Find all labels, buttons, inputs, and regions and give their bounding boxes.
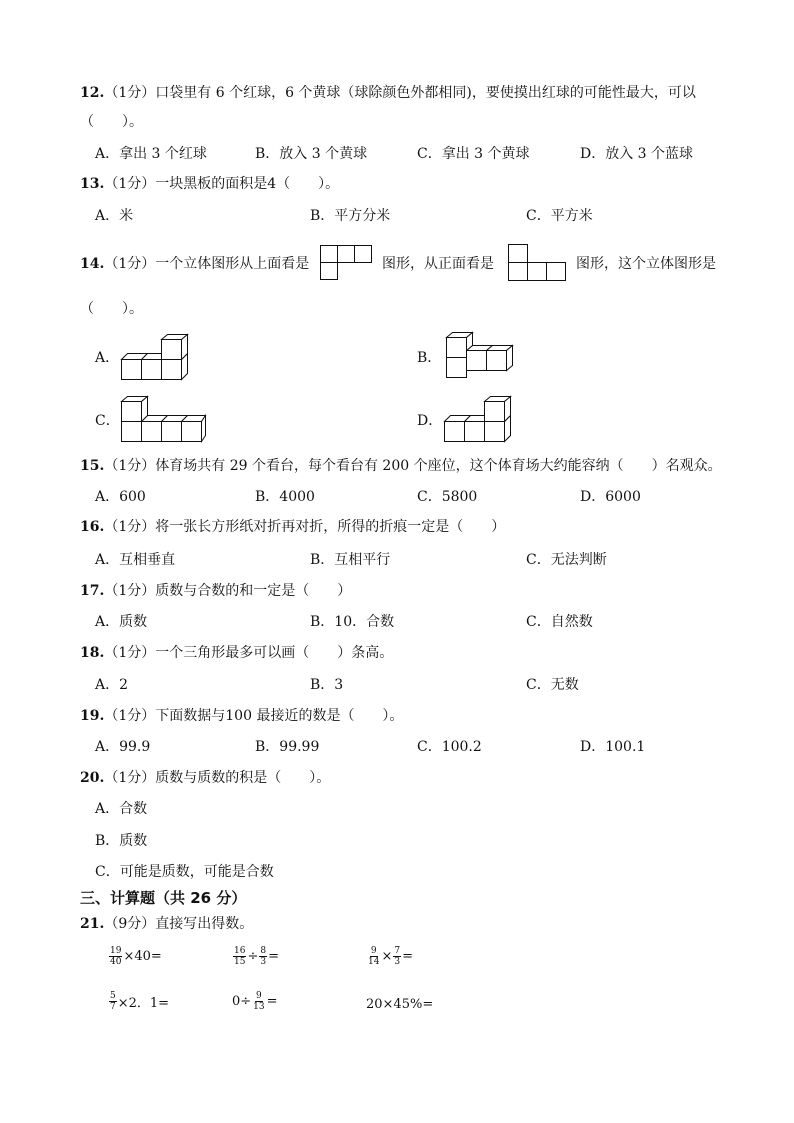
option-a[interactable]: A．质数: [95, 614, 148, 630]
question-text: （1分）质数与质数的积是（ ）。: [104, 770, 331, 786]
front-view-figure: [508, 244, 566, 282]
option-d[interactable]: D．: [417, 413, 443, 429]
question-text-part3: 图形，这个立体图形是: [576, 256, 716, 272]
calc-expression-6: 20×45%=: [366, 997, 434, 1012]
question-number: 14.: [80, 256, 105, 272]
option-b[interactable]: B．99.99: [255, 739, 320, 755]
option-c[interactable]: C．无数: [526, 677, 579, 693]
option-a-solid-figure: [121, 334, 189, 382]
fraction: $\frac{8}{3}$: [260, 946, 267, 967]
question-17: [80, 582, 351, 600]
calc-expression-5: 0÷ $\frac{9}{13}$ =: [232, 991, 278, 1012]
question-text: （9分）直接写出得数。: [104, 916, 254, 932]
question-text: （1分）一个三角形最多可以画（ ）条高。: [104, 645, 394, 661]
option-c[interactable]: C．无法判断: [526, 552, 607, 568]
option-d[interactable]: D．6000: [580, 489, 641, 505]
question-19: [80, 707, 403, 725]
option-d[interactable]: D．100.1: [580, 739, 646, 755]
option-c[interactable]: C．100.2: [417, 739, 482, 755]
question-number: 16.: [80, 519, 105, 535]
question-number: 17.: [80, 583, 105, 599]
option-b[interactable]: B．平方分米: [310, 208, 391, 224]
option-c[interactable]: C．: [95, 413, 120, 429]
fraction: $\frac{5}{7}$: [110, 991, 116, 1012]
option-a[interactable]: A．拿出 3 个红球: [95, 146, 207, 162]
option-c[interactable]: C．可能是质数，可能是合数: [95, 864, 274, 880]
question-text-part1: （1分）一个立体图形从上面看是: [104, 256, 310, 272]
question-number: 13.: [80, 176, 105, 192]
fraction: $\frac{19}{40}$: [110, 946, 122, 967]
question-text: （1分）将一张长方形纸对折再对折，所得的折痕一定是（ ）: [104, 519, 506, 535]
top-view-figure: [320, 245, 372, 281]
fraction: $\frac{7}{3}$: [394, 946, 401, 967]
question-text: （1分）口袋里有 6 个红球，6 个黄球（球除颜色外都相同)，要使摸出红球的可能性最大，可以: [104, 85, 696, 101]
option-b[interactable]: B．: [417, 350, 442, 366]
calc-expression-2: $\frac{16}{15}$ ÷ $\frac{8}{3}$ =: [234, 946, 279, 967]
question-18: [80, 644, 393, 662]
question-12: [80, 84, 696, 102]
option-b[interactable]: B．3: [310, 677, 344, 693]
option-d-solid-figure: [444, 396, 512, 444]
option-b-solid-figure: [446, 332, 514, 380]
question-number: 15.: [80, 458, 105, 474]
option-c[interactable]: C．拿出 3 个黄球: [417, 146, 530, 162]
option-a[interactable]: A．互相垂直: [95, 552, 176, 568]
question-number: 21.: [80, 916, 105, 932]
calc-expression-3: $\frac{9}{14}$ × $\frac{7}{3}$ =: [368, 946, 413, 967]
option-a[interactable]: A．合数: [95, 801, 148, 817]
option-d[interactable]: D．放入 3 个蓝球: [580, 146, 694, 162]
calc-expression-1: $\frac{19}{40}$ ×40=: [110, 946, 162, 967]
option-c[interactable]: C．自然数: [526, 614, 593, 630]
question-text-part2: 图形，从正面看是: [382, 256, 494, 272]
option-a[interactable]: A．: [95, 350, 120, 366]
option-b[interactable]: B．10．合数: [310, 614, 395, 630]
fraction: $\frac{9}{14}$: [368, 946, 380, 967]
question-15: [80, 457, 722, 475]
question-12-blank: （ ）。: [80, 114, 143, 130]
fraction: $\frac{16}{15}$: [234, 946, 246, 967]
option-a[interactable]: A．米: [95, 208, 134, 224]
question-13: [80, 175, 339, 193]
option-b[interactable]: B．质数: [95, 833, 148, 849]
question-number: 19.: [80, 708, 105, 724]
fraction: $\frac{9}{13}$: [253, 991, 265, 1012]
option-b[interactable]: B．互相平行: [310, 552, 391, 568]
question-text: （1分）一块黑板的面积是4（ ）。: [104, 176, 340, 192]
question-number: 12.: [80, 85, 105, 101]
option-b[interactable]: B．4000: [255, 489, 315, 505]
option-c-solid-figure: [121, 396, 207, 444]
question-number: 18.: [80, 645, 105, 661]
question-text: （1分）下面数据与100 最接近的数是（ ）。: [104, 708, 404, 724]
question-21: [80, 915, 253, 933]
option-b[interactable]: B．放入 3 个黄球: [255, 146, 368, 162]
option-a[interactable]: A．600: [95, 489, 146, 505]
option-c[interactable]: C．5800: [417, 489, 478, 505]
question-14-blank: （ ）。: [80, 301, 143, 317]
option-a[interactable]: A．2: [95, 677, 129, 693]
question-20: [80, 769, 330, 787]
section-title: 三、计算题（共 26 分）: [80, 889, 247, 907]
option-a[interactable]: A．99.9: [95, 739, 151, 755]
question-number: 20.: [80, 770, 105, 786]
option-c[interactable]: C．平方米: [526, 208, 593, 224]
question-text: （1分）质数与合数的和一定是（ ）: [104, 583, 352, 599]
question-16: [80, 518, 505, 536]
question-text: （1分）体育场共有 29 个看台，每个看台有 200 个座位，这个体育场大约能容纳（ ）名观众。: [104, 458, 722, 474]
question-14: [80, 255, 309, 273]
calc-expression-4: $\frac{5}{7}$ ×2．1=: [110, 991, 170, 1012]
